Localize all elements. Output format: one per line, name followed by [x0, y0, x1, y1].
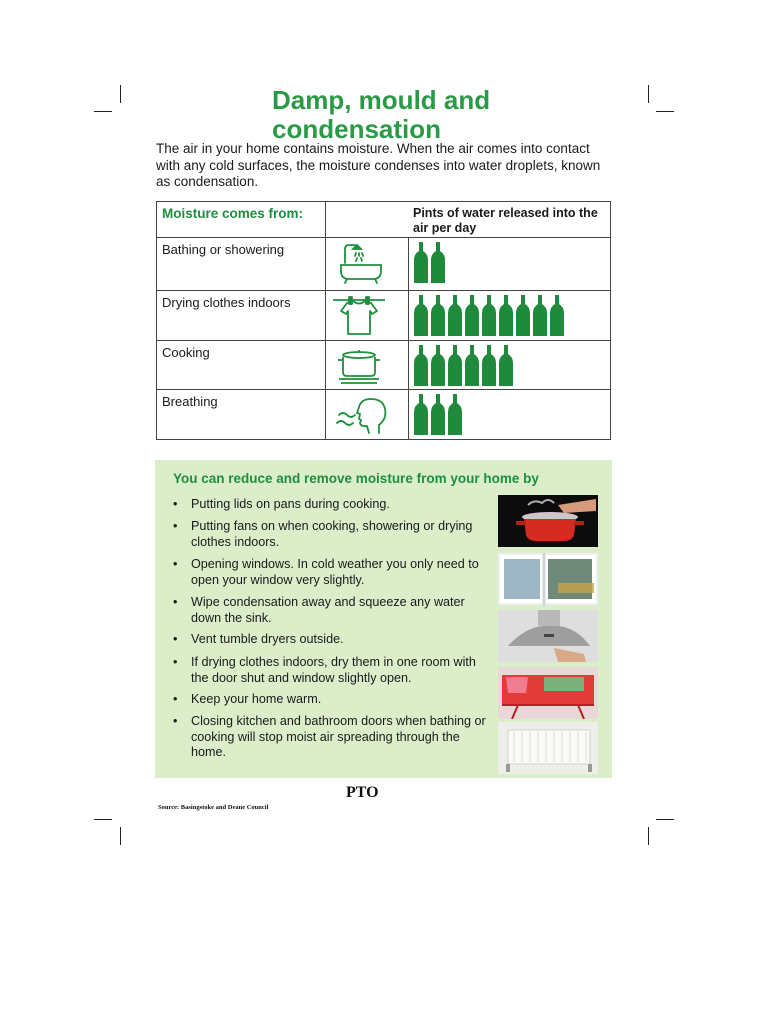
pint-bottle-icon — [430, 294, 446, 337]
pan-with-lid-photo — [498, 495, 598, 547]
bullet-icon: • — [173, 595, 178, 609]
tip-text: Opening windows. In cold weather you only need to open your window very slightly. — [191, 557, 479, 587]
pint-bottle-icon — [413, 241, 429, 284]
pint-bottle-icon — [430, 344, 446, 387]
pint-bottle-icon — [549, 294, 565, 337]
crop-mark — [94, 819, 112, 820]
bullet-icon: • — [173, 557, 178, 571]
table-row — [157, 238, 610, 291]
pint-bottle-icon — [430, 241, 446, 284]
tips-panel — [155, 460, 612, 778]
crop-mark — [656, 819, 674, 820]
moisture-from-header: Moisture comes from: — [162, 206, 304, 221]
bullet-icon: • — [173, 655, 178, 669]
table-row — [157, 291, 610, 341]
list-item — [173, 714, 488, 761]
pint-bottles — [413, 294, 565, 338]
list-item — [173, 632, 488, 648]
title-line-1: Damp, mould and — [272, 85, 491, 115]
crop-mark — [120, 827, 121, 845]
clothes-airer-photo — [498, 667, 598, 719]
pint-bottle-icon — [447, 393, 463, 436]
bullet-icon: • — [173, 519, 178, 533]
bullet-icon: • — [173, 497, 178, 511]
crop-mark — [648, 85, 649, 103]
list-item — [173, 692, 488, 708]
tip-text: Keep your home warm. — [191, 692, 322, 706]
intro-paragraph: The air in your home contains moisture. When the air comes into contact with any cold surfaces, the moisture condenses into water droplets, known as condensation. — [156, 141, 601, 189]
row-label: Cooking — [162, 345, 210, 360]
tip-text: Closing kitchen and bathroom doors when bathing or cooking will stop moist air spreading through the home. — [191, 714, 486, 759]
pint-bottle-icon — [447, 344, 463, 387]
bath-shower-icon — [327, 241, 407, 285]
crop-mark — [648, 827, 649, 845]
bullet-icon: • — [173, 714, 178, 728]
pint-bottle-icon — [413, 393, 429, 436]
pint-bottle-icon — [464, 344, 480, 387]
tip-text: Vent tumble dryers outside. — [191, 632, 344, 646]
breathing-head-icon — [327, 393, 407, 437]
tip-text: If drying clothes indoors, dry them in one room with the door shut and window slightly open. — [191, 655, 476, 685]
title-line-2: condensation — [272, 114, 442, 144]
list-item — [173, 497, 488, 513]
cooking-pot-icon — [327, 344, 407, 388]
pint-bottles — [413, 393, 463, 437]
crop-mark — [656, 111, 674, 112]
bullet-icon: • — [173, 692, 178, 706]
list-item — [173, 595, 488, 626]
pto-label: PTO — [346, 784, 379, 801]
source-credit: Source: Basingstoke and Deane Council — [158, 804, 269, 811]
cooker-hood-fan-photo — [498, 610, 598, 662]
table-row — [157, 341, 610, 390]
pint-bottle-icon — [413, 294, 429, 337]
pint-bottle-icon — [498, 294, 514, 337]
tip-text: Putting fans on when cooking, showering or drying clothes indoors. — [191, 519, 473, 549]
row-label: Breathing — [162, 394, 218, 409]
open-window-photo — [498, 553, 598, 605]
pint-bottles — [413, 344, 514, 388]
pint-bottle-icon — [481, 344, 497, 387]
tip-text: Putting lids on pans during cooking. — [191, 497, 390, 511]
crop-mark — [120, 85, 121, 103]
list-item — [173, 519, 488, 550]
tips-heading: You can reduce and remove moisture from your home by — [173, 471, 539, 486]
table-row — [157, 390, 610, 440]
page-title — [272, 86, 612, 144]
list-item — [173, 557, 488, 588]
pint-bottle-icon — [447, 294, 463, 337]
pint-bottle-icon — [532, 294, 548, 337]
tip-text: Wipe condensation away and squeeze any water down the sink. — [191, 595, 465, 625]
row-label: Drying clothes indoors — [162, 295, 291, 310]
bullet-icon: • — [173, 632, 178, 646]
pint-bottle-icon — [430, 393, 446, 436]
pint-bottle-icon — [515, 294, 531, 337]
radiator-photo — [498, 722, 598, 774]
pint-bottles — [413, 241, 446, 285]
pint-bottle-icon — [498, 344, 514, 387]
row-label: Bathing or showering — [162, 242, 285, 257]
list-item — [173, 655, 488, 686]
pint-bottle-icon — [413, 344, 429, 387]
moisture-table — [156, 201, 611, 440]
tshirt-on-line-icon — [327, 294, 407, 338]
table-header — [157, 202, 610, 238]
pints-header: Pints of water released into the air per day — [413, 206, 598, 235]
pint-bottle-icon — [464, 294, 480, 337]
crop-mark — [94, 111, 112, 112]
pint-bottle-icon — [481, 294, 497, 337]
